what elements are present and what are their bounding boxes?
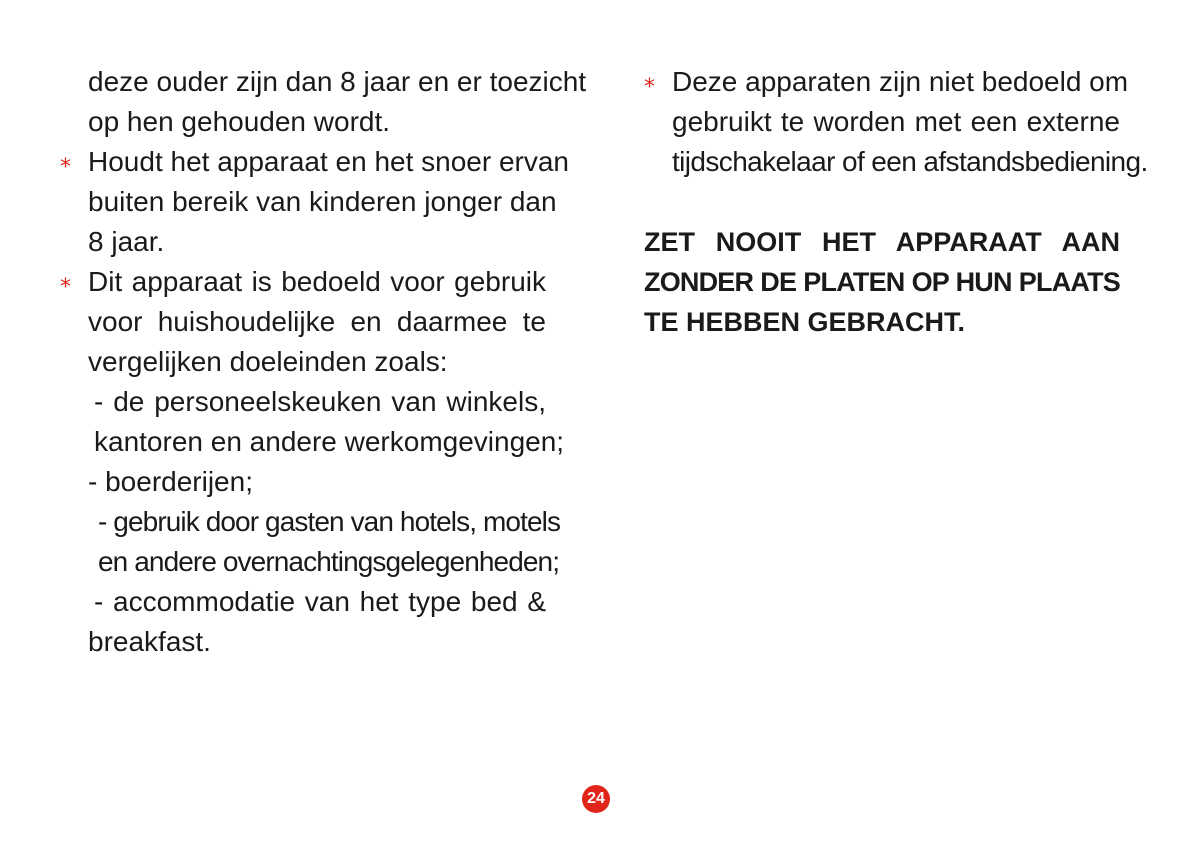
- sub-item-line: - boerderijen;: [88, 466, 253, 497]
- text-line: Dit apparaat is bedoeld voor gebruik: [88, 266, 546, 297]
- text-line: tijdschakelaar of een afstandsbediening.: [672, 146, 1148, 177]
- text-line: 8 jaar.: [88, 226, 165, 257]
- warning-notice: [644, 222, 1120, 342]
- right-column: [644, 62, 1148, 342]
- bullet-item-children: [60, 142, 570, 262]
- page-number-badge: 24: [582, 785, 610, 813]
- bullet-asterisk-icon: *: [60, 275, 71, 300]
- text-line: op hen gehouden wordt.: [88, 106, 391, 137]
- continuation-paragraph: [60, 62, 587, 142]
- sub-item-line: kantoren en andere werkomgevingen;: [94, 426, 565, 457]
- warning-line: ZONDER DE PLATEN OP HUN PLAATS: [644, 267, 1120, 297]
- text-line: gebruikt te worden met een externe: [672, 106, 1120, 137]
- warning-line: ZET NOOIT HET APPARAAT AAN: [644, 227, 1120, 257]
- text-line: voor huishoudelijke en daarmee te: [88, 306, 546, 337]
- sub-item-line: breakfast.: [88, 626, 211, 657]
- bullet-item-timer: [644, 62, 1148, 182]
- sub-item-line: - gebruik door gasten van hotels, motels: [98, 506, 561, 537]
- bullet-asterisk-icon: *: [60, 155, 71, 180]
- bullet-asterisk-icon: *: [644, 75, 655, 100]
- sub-item-line: - accommodatie van het type bed &: [94, 586, 546, 617]
- text-line: vergelijken doeleinden zoals:: [88, 346, 448, 377]
- left-column: [60, 62, 587, 662]
- sub-item-line: - de personeelskeuken van winkels,: [94, 386, 546, 417]
- text-line: Deze apparaten zijn niet bedoeld om: [672, 66, 1129, 97]
- warning-line: TE HEBBEN GEBRACHT.: [644, 307, 966, 337]
- text-line: deze ouder zijn dan 8 jaar en er toezicht: [88, 66, 587, 97]
- sub-item-line: en andere overnachtingsgelegenheden;: [98, 546, 560, 577]
- text-line: buiten bereik van kinderen jonger dan: [88, 186, 557, 217]
- text-line: Houdt het apparaat en het snoer ervan: [88, 146, 570, 177]
- bullet-item-domestic-use: [60, 262, 565, 662]
